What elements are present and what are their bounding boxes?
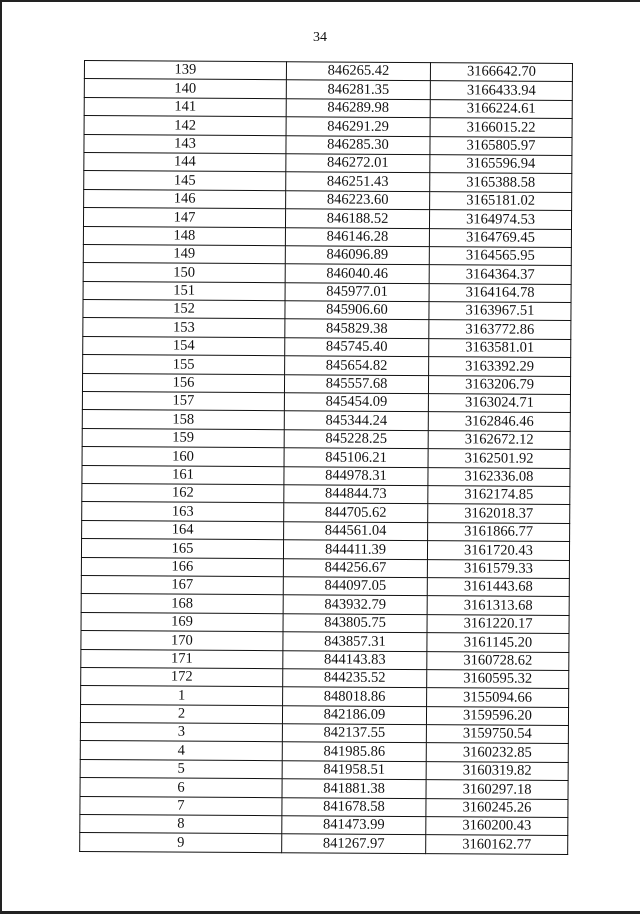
x-coordinate-cell: 845228.25 [284,430,428,449]
point-number-cell: 139 [84,61,286,81]
x-coordinate-cell: 845654.82 [285,356,429,375]
x-coordinate-cell: 846272.01 [286,154,430,173]
y-coordinate-cell: 3163772.86 [429,320,571,339]
point-number-cell: 5 [80,759,282,779]
y-coordinate-cell: 3165181.02 [430,191,572,210]
point-number-cell: 155 [83,355,285,375]
y-coordinate-cell: 3160162.77 [426,835,568,854]
x-coordinate-cell: 842137.55 [282,724,426,743]
y-coordinate-cell: 3166015.22 [430,118,572,137]
x-coordinate-cell: 841678.58 [282,797,426,816]
table-row [80,833,568,854]
x-coordinate-cell: 841958.51 [282,761,426,780]
point-number-cell: 148 [83,226,285,246]
y-coordinate-cell: 3166642.70 [430,63,572,82]
x-coordinate-cell: 841473.99 [282,816,426,835]
y-coordinate-cell: 3161145.20 [427,633,569,652]
x-coordinate-cell: 841267.97 [282,834,426,853]
x-coordinate-cell: 845106.21 [284,448,428,467]
point-number-cell: 140 [84,79,286,99]
y-coordinate-cell: 3163024.71 [428,394,570,413]
x-coordinate-cell: 846265.42 [286,62,430,81]
y-coordinate-cell: 3163581.01 [429,338,571,357]
y-coordinate-cell: 3164164.78 [429,283,571,302]
x-coordinate-cell: 848018.86 [283,687,427,706]
x-coordinate-cell: 844844.73 [284,485,428,504]
point-number-cell: 6 [80,778,282,798]
y-coordinate-cell: 3162501.92 [428,449,570,468]
y-coordinate-cell: 3160297.18 [426,780,568,799]
x-coordinate-cell: 845977.01 [285,282,429,301]
x-coordinate-cell: 846289.98 [286,99,430,118]
y-coordinate-cell: 3161720.43 [427,541,569,560]
scan-border-left [0,0,2,914]
y-coordinate-cell: 3162672.12 [428,430,570,449]
y-coordinate-cell: 3164565.95 [429,247,571,266]
x-coordinate-cell: 844705.62 [284,503,428,522]
point-number-cell: 152 [83,300,285,320]
point-number-cell: 171 [81,649,283,669]
point-number-cell: 165 [81,539,283,559]
point-number-cell: 144 [84,152,286,172]
point-number-cell: 7 [80,796,282,816]
point-number-cell: 168 [81,594,283,614]
point-number-cell: 142 [84,116,286,136]
x-coordinate-cell: 845745.40 [285,338,429,357]
y-coordinate-cell: 3162846.46 [428,412,570,431]
y-coordinate-cell: 3159750.54 [426,725,568,744]
x-coordinate-cell: 845454.09 [284,393,428,412]
coordinates-table [79,60,573,855]
x-coordinate-cell: 845829.38 [285,319,429,338]
x-coordinate-cell: 844978.31 [284,466,428,485]
y-coordinate-cell: 3162174.85 [428,486,570,505]
y-coordinate-cell: 3155094.66 [427,688,569,707]
point-number-cell: 172 [81,667,283,687]
y-coordinate-cell: 3160319.82 [426,761,568,780]
point-number-cell: 8 [80,815,282,835]
y-coordinate-cell: 3163392.29 [429,357,571,376]
point-number-cell: 153 [83,318,285,338]
x-coordinate-cell: 844097.05 [283,577,427,596]
point-number-cell: 3 [80,723,282,743]
point-number-cell: 161 [82,465,284,485]
point-number-cell: 164 [82,520,284,540]
y-coordinate-cell: 3161443.68 [427,578,569,597]
x-coordinate-cell: 841881.38 [282,779,426,798]
y-coordinate-cell: 3161220.17 [427,614,569,633]
point-number-cell: 166 [81,557,283,577]
x-coordinate-cell: 846040.46 [285,264,429,283]
point-number-cell: 145 [84,171,286,191]
x-coordinate-cell: 844235.52 [283,669,427,688]
x-coordinate-cell: 845906.60 [285,301,429,320]
y-coordinate-cell: 3164974.53 [429,210,571,229]
y-coordinate-cell: 3160595.32 [427,669,569,688]
point-number-cell: 158 [82,410,284,430]
x-coordinate-cell: 842186.09 [282,705,426,724]
x-coordinate-cell: 844143.83 [283,650,427,669]
y-coordinate-cell: 3165805.97 [430,136,572,155]
x-coordinate-cell: 846281.35 [286,80,430,99]
x-coordinate-cell: 846285.30 [286,135,430,154]
x-coordinate-cell: 846188.52 [285,209,429,228]
point-number-cell: 156 [82,373,284,393]
point-number-cell: 147 [83,208,285,228]
point-number-cell: 9 [80,833,282,853]
point-number-cell: 143 [84,134,286,154]
point-number-cell: 150 [83,263,285,283]
point-number-cell: 159 [82,428,284,448]
x-coordinate-cell: 844411.39 [283,540,427,559]
x-coordinate-cell: 841985.86 [282,742,426,761]
y-coordinate-cell: 3162018.37 [428,504,570,523]
point-number-cell: 169 [81,612,283,632]
x-coordinate-cell: 843932.79 [283,595,427,614]
x-coordinate-cell: 845557.68 [284,374,428,393]
point-number-cell: 151 [83,281,285,301]
y-coordinate-cell: 3165596.94 [430,155,572,174]
point-number-cell: 160 [82,447,284,467]
y-coordinate-cell: 3166433.94 [430,81,572,100]
x-coordinate-cell: 843805.75 [283,613,427,632]
point-number-cell: 170 [81,631,283,651]
y-coordinate-cell: 3164769.45 [429,228,571,247]
y-coordinate-cell: 3163206.79 [428,375,570,394]
x-coordinate-cell: 846251.43 [286,172,430,191]
y-coordinate-cell: 3159596.20 [426,706,568,725]
y-coordinate-cell: 3165388.58 [430,173,572,192]
y-coordinate-cell: 3163967.51 [429,302,571,321]
point-number-cell: 157 [82,392,284,412]
y-coordinate-cell: 3164364.37 [429,265,571,284]
y-coordinate-cell: 3160728.62 [427,651,569,670]
point-number-cell: 2 [80,704,282,724]
point-number-cell: 167 [81,575,283,595]
y-coordinate-cell: 3161579.33 [427,559,569,578]
point-number-cell: 154 [83,336,285,356]
point-number-cell: 141 [84,97,286,117]
point-number-cell: 163 [82,502,284,522]
y-coordinate-cell: 3166224.61 [430,99,572,118]
point-number-cell: 4 [80,741,282,761]
y-coordinate-cell: 3161313.68 [427,596,569,615]
point-number-cell: 149 [83,244,285,264]
x-coordinate-cell: 844561.04 [284,521,428,540]
point-number-cell: 162 [82,483,284,503]
y-coordinate-cell: 3160232.85 [426,743,568,762]
y-coordinate-cell: 3162336.08 [428,467,570,486]
scan-border-top [0,0,640,2]
point-number-cell: 146 [84,189,286,209]
x-coordinate-cell: 844256.67 [283,558,427,577]
x-coordinate-cell: 845344.24 [284,411,428,430]
x-coordinate-cell: 846096.89 [285,246,429,265]
point-number-cell: 1 [81,686,283,706]
x-coordinate-cell: 843857.31 [283,632,427,651]
x-coordinate-cell: 846223.60 [286,190,430,209]
y-coordinate-cell: 3161866.77 [428,522,570,541]
page-number: 34 [313,30,327,45]
y-coordinate-cell: 3160200.43 [426,817,568,836]
coordinates-table-body [80,61,573,855]
y-coordinate-cell: 3160245.26 [426,798,568,817]
x-coordinate-cell: 846146.28 [285,227,429,246]
x-coordinate-cell: 846291.29 [286,117,430,136]
